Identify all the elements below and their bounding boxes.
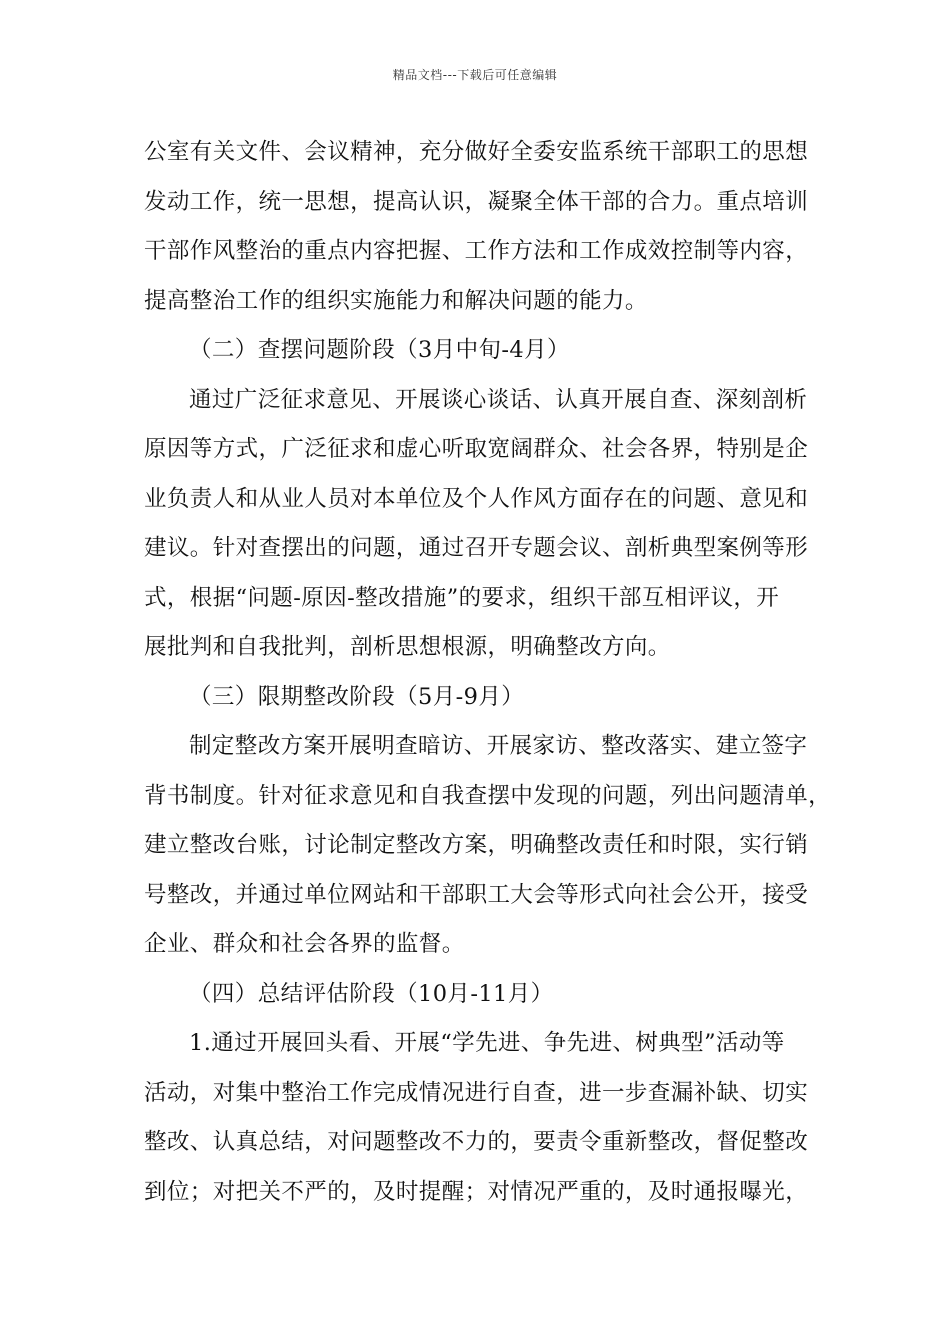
section-heading: （四）总结评估阶段（10月-11月） (189, 980, 554, 1007)
section-heading: （三）限期整改阶段（5月-9月） (189, 683, 525, 710)
body-line: 提高整治工作的组织实施能力和解决问题的能力。 (144, 287, 648, 314)
body-line: 原因等方式，广泛征求和虚心听取宽阔群众、社会各界，特别是企 (144, 436, 809, 462)
body-line: 通过广泛征求意见、开展谈心谈话、认真开展自查、深刻剖析 (189, 386, 808, 413)
body-line: 背书制度。针对征求意见和自我查摆中发现的问题，列出问题清单， (144, 782, 832, 809)
body-line: 干部作风整治的重点内容把握、工作方法和工作成效控制等内容， (144, 238, 809, 264)
body-line: 号整改，并通过单位网站和干部职工大会等形式向社会公开，接受 (144, 881, 809, 908)
body-line: 到位；对把关不严的，及时提醒；对情况严重的，及时通报曝光， (144, 1178, 809, 1205)
document-body (144, 128, 832, 1217)
body-line: 整改、认真总结，对问题整改不力的，要责令重新整改，督促整改 (144, 1129, 809, 1155)
body-line: 公室有关文件、会议精神，充分做好全委安监系统干部职工的思想 (144, 139, 809, 165)
body-line: 建立整改台账，讨论制定整改方案，明确整改责任和时限，实行销 (144, 832, 809, 858)
body-line: 式，根据“问题-原因-整改措施”的要求，组织干部互相评议，开 (144, 584, 780, 611)
body-line: 企业、群众和社会各界的监督。 (144, 931, 465, 957)
body-line: 1.通过开展回头看、开展“学先进、争先进、树典型”活动等 (189, 1030, 785, 1056)
body-line: 发动工作，统一思想，提高认识，凝聚全体干部的合力。重点培训 (144, 188, 809, 215)
section-heading: （二）查摆问题阶段（3月中旬-4月） (189, 337, 570, 363)
body-line: 活动，对集中整治工作完成情况进行自查，进一步查漏补缺、切实 (144, 1079, 809, 1106)
body-line: 业负责人和从业人员对本单位及个人作风方面存在的问题、意见和 (144, 485, 809, 512)
body-line: 展批判和自我批判，剖析思想根源，明确整改方向。 (144, 634, 671, 660)
page-header: 精品文档---下载后可任意编辑 (392, 68, 558, 82)
body-line: 制定整改方案开展明查暗访、开展家访、整改落实、建立签字 (189, 733, 808, 759)
body-line: 建议。针对查摆出的问题，通过召开专题会议、剖析典型案例等形 (144, 535, 809, 561)
